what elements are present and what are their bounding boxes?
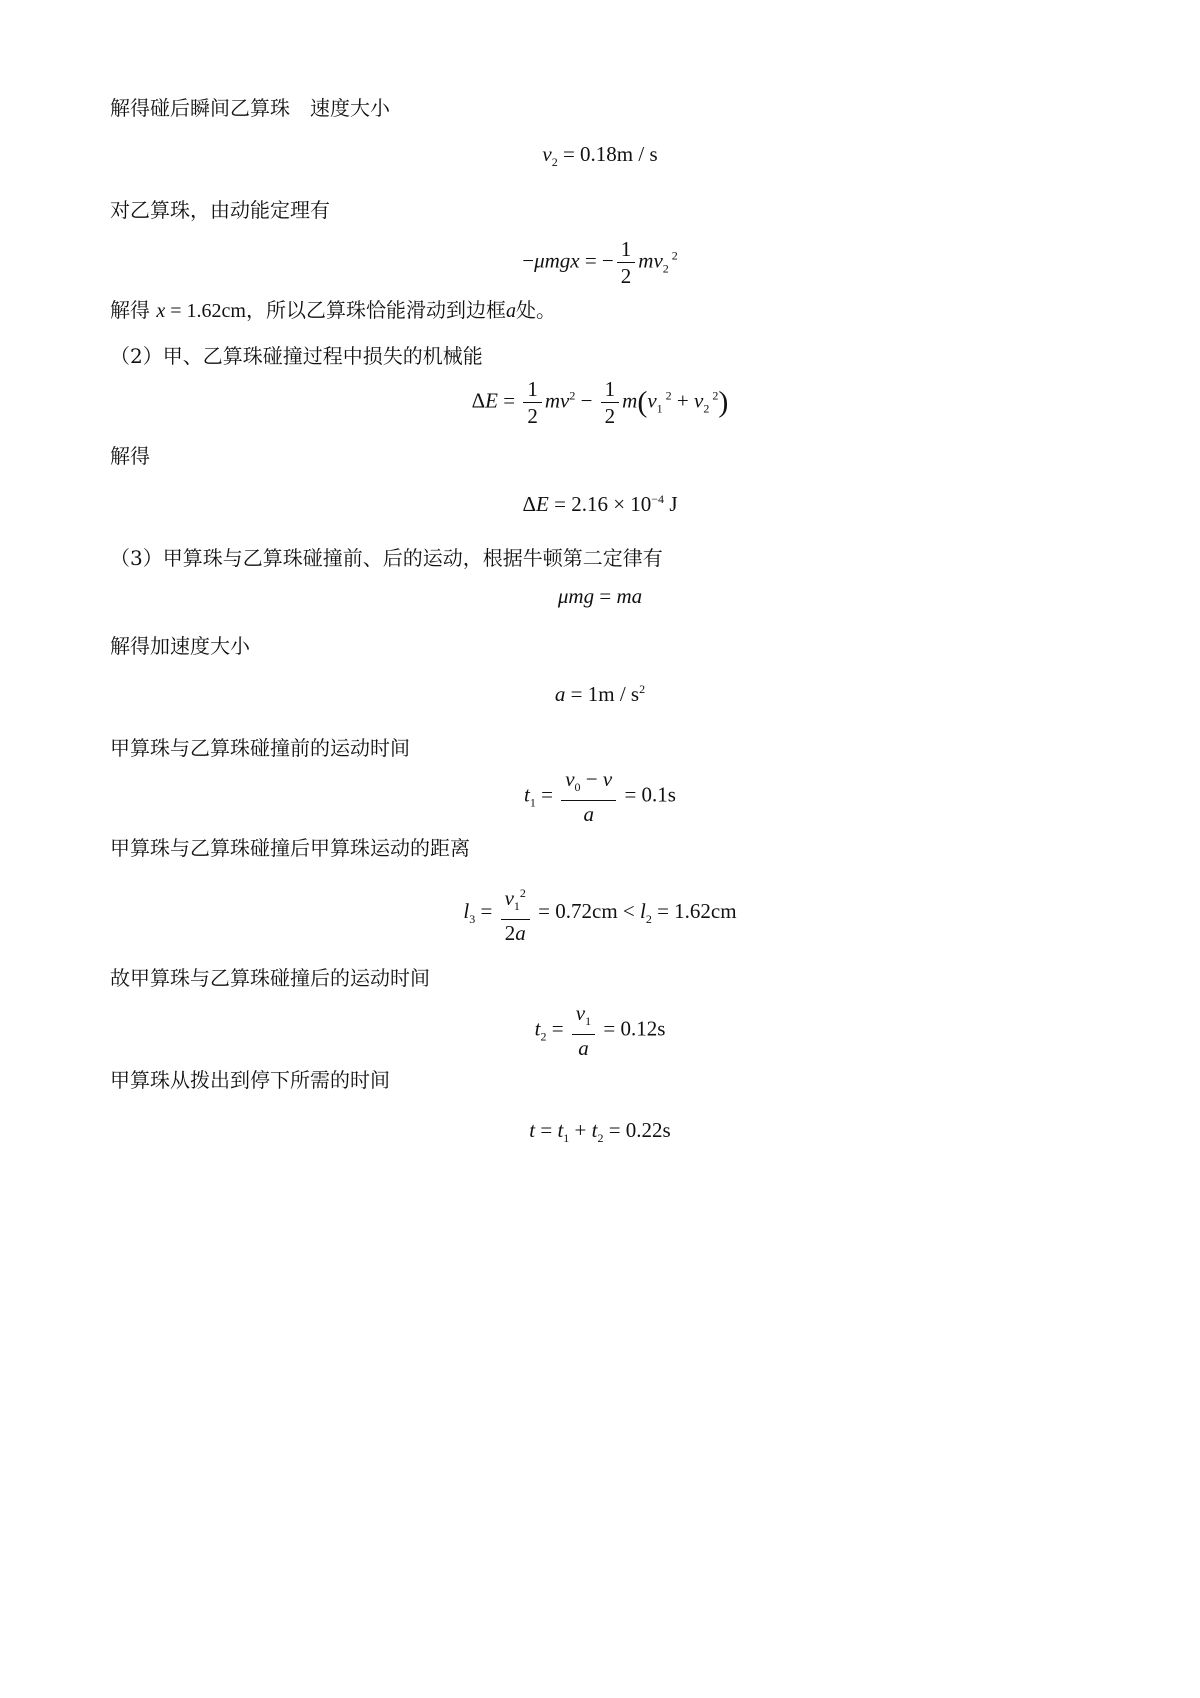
equation-v2: $v_2 = 0.18m / s$ <box>542 142 658 170</box>
value-v2: 0.18m / s <box>580 142 658 166</box>
text-line-7: 解得加速度大小 <box>110 634 250 658</box>
equation-newton: μmg = ma <box>557 584 643 608</box>
fraction-half: $\frac{1}{2}$ <box>617 236 636 289</box>
text-line-11: 甲算珠从拨出到停下所需的时间 <box>110 1068 390 1092</box>
value-l2: = 1.62cm <box>657 898 737 923</box>
text-line-3: 解得 x = 1.62cm，所以乙算珠恰能滑动到边框a处。 <box>110 298 556 322</box>
value-delta-e-unit: J <box>664 492 678 516</box>
value-t1: = 0.1s <box>624 782 676 807</box>
equation-acceleration: $a = 1m / s^2$ <box>554 682 646 706</box>
text-line-6: （3）甲算珠与乙算珠碰撞前、后的运动，根据牛顿第二定律有 <box>110 546 663 570</box>
text-line-5: 解得 <box>110 444 150 468</box>
equation-l3: $l_3$ = $\frac{v_1^2}{2a}$ = $0.72cm < l_2 = 1.62cm$ <box>0 880 1200 946</box>
value-t: = 0.22s <box>608 1118 671 1142</box>
equation-kinetic-energy: −μmgx = − $\frac{1}{2}$ $mv_2$ $^2$ <box>522 237 678 288</box>
value-delta-e-exp: −4 <box>651 492 665 506</box>
text-line-1: 解得碰后瞬间乙算珠 速度大小 <box>110 96 390 120</box>
value-l3: = 0.72cm < <box>538 898 635 923</box>
text-line-9: 甲算珠与乙算珠碰撞后甲算珠运动的距离 <box>110 836 470 860</box>
value-x: 1.62cm <box>186 300 246 322</box>
equation-delta-e: $\Delta E = 2.16 \times 10^{-4}$ J <box>522 492 678 516</box>
value-t2: = 0.12s <box>603 1016 666 1041</box>
value-delta-e: 2.16 × 10 <box>571 492 652 516</box>
text-solve: 解得 <box>110 298 150 322</box>
text-line-10: 故甲算珠与乙算珠碰撞后的运动时间 <box>110 966 430 990</box>
text-result: ，所以乙算珠恰能滑动到边框 <box>245 298 506 322</box>
value-a: 1m / s <box>587 682 640 706</box>
equation-energy-loss: ΔE = $\frac{1}{2}$ $mv^2$ − $\frac{1}{2}$ $m(v_1$ $^2 + v_2$ $^2$) <box>471 377 729 428</box>
equation-t1: $t_1$ = $\frac{v_0 - v}{a}$ = 0.1s <box>524 767 676 827</box>
text-line-2: 对乙算珠，由动能定理有 <box>110 198 330 222</box>
label-border-a: a <box>505 300 516 322</box>
text-line-4: （2）甲、乙算珠碰撞过程中损失的机械能 <box>110 344 483 368</box>
equation-total-time: $t = t_1 + t_2 = 0.22s$ <box>529 1118 671 1146</box>
equation-t2: $t_2$ = $\frac{v_1}{a}$ = 0.12s <box>534 1001 666 1061</box>
text-end: 处。 <box>515 298 556 322</box>
text-line-8: 甲算珠与乙算珠碰撞前的运动时间 <box>110 736 410 760</box>
